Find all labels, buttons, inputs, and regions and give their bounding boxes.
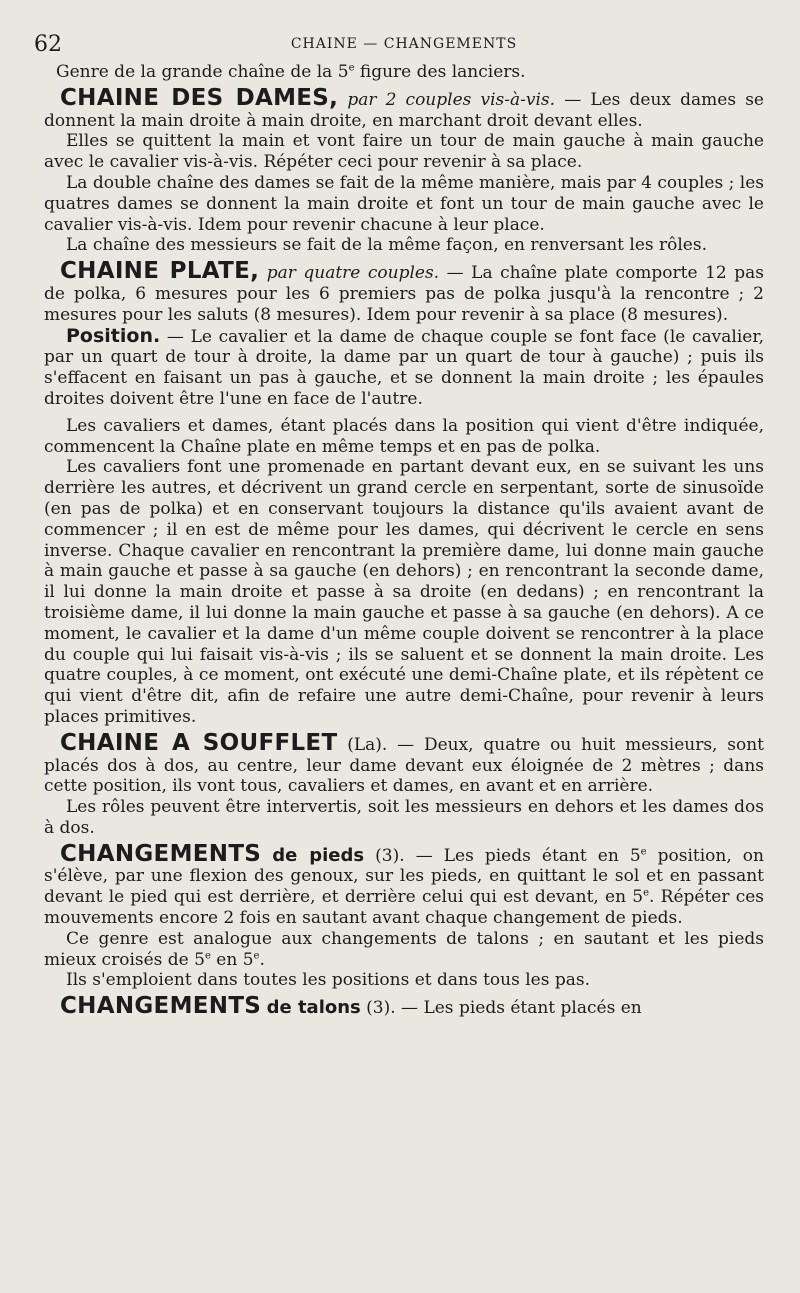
subsection-position: Position. — Le cavalier et la dame de chaque couple se font face (le cavalier, par un quart de tour à droite, la dame par un quart de tour à gauche) ; puis ils s'effacent en faisant un pas à gauche, et se donnent la main droite ; les épaules droites doivent être l'une en face de l'autre. — [44, 324, 764, 409]
section-subheading: de pieds — [272, 844, 365, 866]
body-text — [44, 62, 764, 1019]
section-changements-de-talons: CHANGEMENTS de talons (3). — Les pieds étant placés en — [60, 993, 642, 1020]
running-head: CHAINE — CHANGEMENTS — [290, 36, 518, 52]
section-heading: CHAINE A SOUFFLET — [60, 729, 338, 756]
paragraph: Les rôles peuvent être intervertis, soit les messieurs en dehors et les dames dos à dos. — [44, 797, 764, 838]
section-heading: CHANGEMENTS — [60, 840, 262, 867]
section-lead: par 2 couples vis-à-vis. — [347, 89, 556, 110]
paragraph: Elles se quittent la main et vont faire un tour de main gauche à main gauche avec le cavalier vis-à-vis. Répéter ceci pour revenir à sa place. — [44, 131, 764, 173]
page-header — [34, 28, 764, 62]
section-chaine-des-dames: CHAINE DES DAMES, par 2 couples vis-à-vis. — Les deux dames se donnent la main droite à main droite, en marchant droit devant elles. — [44, 84, 764, 131]
paragraph: Ils s'emploient dans toutes les positions et dans tous les pas. — [66, 970, 591, 991]
section-heading: CHAINE DES DAMES, — [60, 84, 339, 111]
subsection-heading: Position. — [66, 324, 161, 347]
section-lead: par quatre couples. — [266, 263, 440, 284]
section-changements-de-pieds: CHANGEMENTS de pieds (3). — Les pieds étant en 5e position, on s'élève, par une flexion des genoux, sur les pieds, en quittant le sol et en passant devant le pied qui est derrière, et derrière celui qui est devant, en 5e. Répéter ces mouvements encore 2 fois en sautant avant chaque changement de pieds. — [44, 840, 764, 929]
paragraph: Ce genre est analogue aux changements de talons ; en sautant et les pieds mieux croisés de 5e en 5e. — [44, 928, 764, 970]
section-chaine-a-soufflet: CHAINE A SOUFFLET (La). — Deux, quatre ou huit messieurs, sont placés dos à dos, au centre, leur dame devant eux éloignée de 2 mètres ; dans cette position, ils vont tous, cavaliers et dames, en avant et en arrière. — [44, 729, 764, 797]
section-heading: CHANGEMENTS — [60, 993, 262, 1020]
page-number: 62 — [34, 32, 62, 57]
paragraph: La chaîne des messieurs se fait de la même façon, en renversant les rôles. — [66, 235, 707, 256]
section-subheading: de talons — [266, 997, 361, 1019]
paragraph: Les cavaliers et dames, étant placés dans la position qui vient d'être indiquée, commencent la Chaîne plate en même temps et en pas de polka. — [44, 415, 764, 457]
paragraph: Les cavaliers font une promenade en partant devant eux, en se suivant les uns derrière les autres, et décrivent un grand cercle en serpentant, sorte de sinusoïde (en pas de polka) et en conservant toujours la distance qu'ils avaient avant de commencer ; il en est de même pour les dames, qui décrivent le cercle en sens inverse. Chaque cavalier en rencontrant la première dame, lui donne main gauche à main gauche et passe à sa gauche (en dehors) ; en rencontrant la seconde dame, il lui donne la main droite et passe à sa droite (en dedans) ; en rencontrant la troisième dame, il lui donne la main gauche et passe à sa gauche (en dehors). A ce moment, le cavalier et la dame d'un même couple doivent se rencontrer à la place du couple qui lui faisait vis-à-vis ; ils se saluent et se donnent la main droite. Les quatre couples, à ce moment, ont exécuté une demi-Chaîne plate, et ils répètent ce qui vient d'être dit, afin de refaire une autre demi-Chaîne, pour revenir à leurs places primitives. — [44, 457, 764, 727]
section-chaine-plate: CHAINE PLATE, par quatre couples. — La chaîne plate comporte 12 pas de polka, 6 mesures pour les 6 premiers pas de polka jusqu'à la rencontre ; 2 mesures pour les saluts (8 mesures). Idem pour revenir à sa place (8 mesures). — [44, 258, 764, 325]
paragraph: Genre de la grande chaîne de la 5e figure des lanciers. — [56, 62, 526, 82]
paragraph: La double chaîne des dames se fait de la même manière, mais par 4 couples ; les quatres dames se donnent la main droite et font un tour de main gauche avec le cavalier vis-à-vis. Idem pour revenir chacune à leur place. — [44, 172, 764, 235]
section-heading: CHAINE PLATE, — [60, 258, 260, 285]
